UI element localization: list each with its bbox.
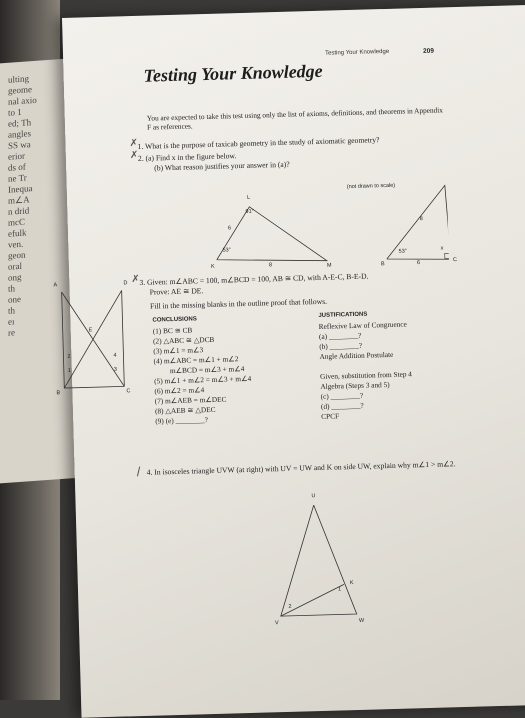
label-L: L — [247, 194, 251, 201]
previous-page-fragment: th — [8, 305, 16, 316]
question-4 — [147, 459, 462, 477]
label-W: W — [358, 617, 365, 624]
label-V: V — [274, 620, 279, 627]
question-2-part-b: (b) What reason justifies your answer in (a)? — [154, 159, 290, 173]
previous-page-fragment: oral — [8, 260, 22, 272]
intro-paragraph: You are expected to take this test using only the list of axioms, definitions, and theorems in Appendix F as references. — [146, 105, 444, 132]
label-n1: 1 — [67, 367, 72, 374]
label-K-isosceles: K — [349, 580, 354, 587]
proof-justification: (a) ________? — [318, 330, 362, 341]
label-angle-53-left: 53° — [222, 247, 231, 254]
proof-justification: Given, substitution from Step 4 — [319, 369, 413, 381]
label-E: E — [88, 327, 93, 334]
previous-page-fragment: efulk — [8, 227, 27, 239]
proof-conclusion: (6) m∠2 = m∠4 — [154, 385, 205, 396]
proof-justification: Algebra (Steps 3 and 5) — [320, 379, 390, 391]
previous-page-fragment: geome — [8, 84, 32, 96]
question-4-number: 4. — [146, 467, 153, 477]
label-angle-2: 2 — [288, 603, 292, 610]
previous-page-fragment: ven. — [8, 238, 24, 250]
pencil-mark-4: / — [136, 463, 141, 480]
previous-page-text — [8, 73, 37, 339]
question-2-part-a: (a) Find x in the figure below. — [145, 151, 237, 163]
pencil-mark-2: ✗ — [129, 149, 139, 162]
label-A: A — [53, 282, 58, 289]
figure-triangles — [207, 175, 457, 272]
label-B: B — [380, 261, 385, 268]
label-C: C — [452, 257, 457, 264]
label-n4: 4 — [113, 352, 117, 359]
label-M: M — [326, 262, 332, 269]
proof-conclusion: (2) △ABC ≅ △DCB — [152, 334, 215, 346]
header-justifications: JUSTIFICATIONS — [318, 311, 368, 319]
previous-page-fragment: SS wa — [8, 139, 31, 151]
previous-page-fragment: eı — [8, 316, 15, 327]
question-4-text: In isosceles triangle UVW (at right) with UV = UW and K on side UW, explain why m∠1 > m∠2. — [154, 459, 456, 477]
question-3-given — [139, 269, 459, 287]
figure-triangles-svg — [207, 175, 449, 272]
proof-conclusion: (7) m∠AEB = m∠DEC — [154, 394, 227, 406]
page-number: 209 — [422, 47, 435, 55]
label-six-bottom: 6 — [416, 260, 421, 267]
textbook-page — [53, 5, 525, 718]
proof-conclusion: (1) BC ≅ CB — [152, 325, 193, 336]
label-U: U — [311, 493, 316, 500]
previous-page-fragment: erior — [8, 150, 25, 162]
question-1-number: 1. — [137, 141, 144, 151]
question-3-number: 3. — [139, 277, 146, 287]
previous-page-fragment: mcC — [8, 216, 25, 228]
previous-page-fragment: to 1 — [8, 106, 22, 118]
label-eight-bottom: 8 — [268, 262, 273, 269]
proof-justification: (d) ________? — [320, 400, 364, 411]
question-3-instruction: Fill in the missing blanks in the outline proof that follows. — [149, 296, 328, 311]
label-x: x — [440, 245, 444, 252]
figure-isosceles-svg — [271, 496, 375, 629]
proof-conclusion: (4) m∠ABC = m∠1 + m∠2 — [153, 354, 239, 366]
previous-page-fragment: ulting — [8, 73, 30, 85]
previous-page-fragment: nal axio — [8, 94, 37, 107]
proof-justification: (b) ________? — [319, 340, 363, 351]
previous-page-fragment: ne Tr — [8, 172, 27, 184]
previous-page-fragment: ed; Th — [8, 117, 32, 129]
label-C-proof: C — [126, 388, 131, 395]
proof-conclusion: (5) m∠1 + m∠2 = m∠3 + m∠4 — [154, 373, 252, 386]
question-3-prove: Prove: AE ≅ DE. — [149, 286, 204, 297]
previous-page-fragment: angles — [8, 128, 31, 140]
figure-proof-diagram — [52, 280, 135, 398]
label-six-left: 6 — [227, 225, 232, 232]
figure-proof-svg — [52, 286, 135, 398]
label-angle-91: 91° — [245, 208, 254, 215]
previous-page-fragment: th — [8, 283, 16, 294]
previous-page-fragment: re — [8, 327, 15, 338]
label-D: D — [123, 280, 128, 287]
figure-note: (not drawn to scale) — [346, 182, 396, 191]
label-n3: 3 — [113, 366, 117, 373]
proof-justification: Reflexive Law of Congruence — [318, 319, 407, 331]
proof-conclusion: (9) (e) ________? — [155, 415, 209, 426]
proof-justification: Angle Addition Postulate — [319, 349, 394, 361]
question-1-text: What is the purpose of taxicab geometry in the study of axiomatic geometry? — [144, 135, 380, 151]
question-2-number: 2. — [137, 153, 144, 163]
proof-conclusion: (3) m∠1 = m∠3 — [153, 345, 204, 356]
proof-conclusion: (8) △AEB ≅ △DEC — [154, 404, 216, 416]
previous-page-fragment: ds of — [8, 161, 26, 173]
previous-page-fragment: one — [8, 293, 21, 305]
question-3-given-text: Given: m∠ABC = 100, m∠BCD = 100, AB ≅ CD, with A-E-C, B-E-D. — [146, 271, 369, 287]
proof-justification: (c) ________? — [320, 390, 364, 401]
figure-isosceles — [271, 493, 375, 629]
label-angle-53-right: 53° — [398, 248, 408, 255]
label-n2: 2 — [67, 353, 71, 360]
label-B-proof: B — [56, 390, 61, 397]
label-eight-right: 8 — [419, 216, 423, 223]
previous-page-fragment: m∠A — [8, 194, 30, 206]
label-K: K — [210, 263, 215, 270]
previous-page-fragment: n drid — [8, 205, 30, 217]
label-angle-1: 1 — [337, 586, 342, 593]
previous-page-fragment: ong — [8, 271, 22, 283]
header-conclusions: CONCLUSIONS — [152, 316, 197, 324]
page-title: Testing Your Knowledge — [143, 60, 323, 86]
pencil-mark-3: ✗ — [131, 273, 140, 286]
previous-page-fragment: Inequa — [8, 183, 33, 195]
previous-page-fragment: geon — [8, 249, 26, 261]
proof-justification: CPCF — [321, 411, 340, 421]
proof-conclusion: m∠BCD = m∠3 + m∠4 — [169, 364, 245, 376]
running-head: Testing Your Knowledge — [325, 48, 390, 57]
pencil-mark-1: ✗ — [129, 137, 139, 150]
